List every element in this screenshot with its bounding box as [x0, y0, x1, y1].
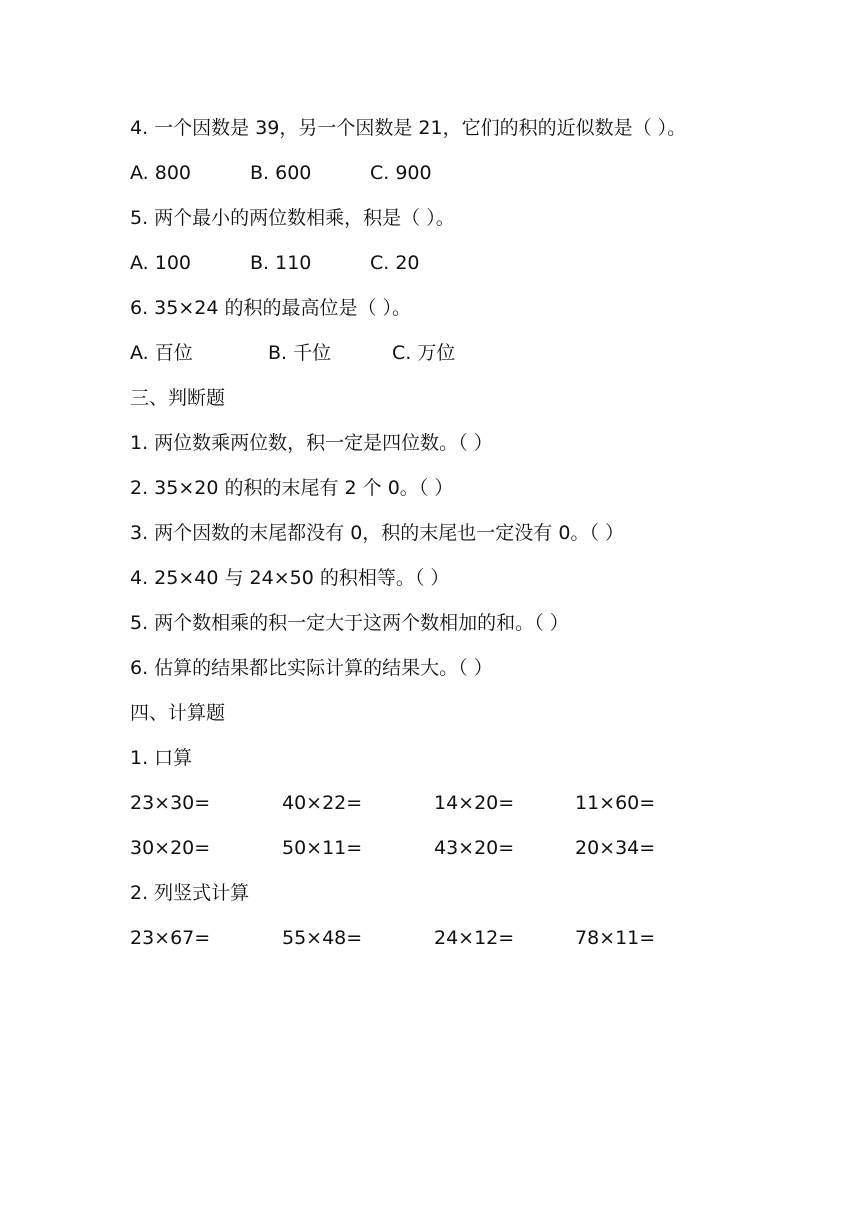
- question-4-options: [130, 157, 830, 202]
- vertical-calc-row: [130, 922, 830, 967]
- calc-item: 11×60=: [575, 792, 656, 814]
- calc-item: 14×20=: [434, 792, 515, 814]
- oral-calc-title: 1. 口算: [130, 747, 193, 769]
- calc-item: 23×67=: [130, 927, 211, 949]
- oral-calc-row: [130, 832, 830, 877]
- question-5-options: [130, 247, 830, 292]
- judge-item-2: 2. 35×20 的积的末尾有 2 个 0。（ ）: [130, 477, 454, 499]
- option-b: B. 600: [250, 162, 312, 184]
- judge-item-6: 6. 估算的结果都比实际计算的结果大。（ ）: [130, 657, 493, 679]
- question-6-options: [130, 337, 830, 382]
- option-c: C. 20: [370, 252, 420, 274]
- judge-item-1: 1. 两位数乘两位数，积一定是四位数。（ ）: [130, 432, 493, 454]
- option-a: A. 百位: [130, 342, 193, 364]
- option-b: B. 千位: [268, 342, 332, 364]
- question-4-text: 4. 一个因数是 39，另一个因数是 21，它们的积的近似数是（ ）。: [130, 117, 687, 139]
- calc-item: 40×22=: [282, 792, 363, 814]
- judge-item-5: 5. 两个数相乘的积一定大于这两个数相加的和。（ ）: [130, 612, 569, 634]
- oral-calc-row: [130, 787, 830, 832]
- option-c: C. 900: [370, 162, 432, 184]
- judge-section-heading: 三、判断题: [130, 387, 226, 409]
- calc-item: 55×48=: [282, 927, 363, 949]
- calc-item: 50×11=: [282, 837, 363, 859]
- calc-item: 23×30=: [130, 792, 211, 814]
- calc-item: 20×34=: [575, 837, 656, 859]
- calc-item: 78×11=: [575, 927, 656, 949]
- calc-item: 30×20=: [130, 837, 211, 859]
- judge-item-4: 4. 25×40 与 24×50 的积相等。（ ）: [130, 567, 450, 589]
- option-a: A. 100: [130, 252, 192, 274]
- question-6-text: 6. 35×24 的积的最高位是（ ）。: [130, 297, 412, 319]
- worksheet-page: [130, 112, 830, 967]
- option-c: C. 万位: [392, 342, 456, 364]
- option-b: B. 110: [250, 252, 312, 274]
- option-a: A. 800: [130, 162, 192, 184]
- vertical-calc-title: 2. 列竖式计算: [130, 882, 250, 904]
- calc-item: 24×12=: [434, 927, 515, 949]
- calc-section-heading: 四、计算题: [130, 702, 226, 724]
- calc-item: 43×20=: [434, 837, 515, 859]
- question-5-text: 5. 两个最小的两位数相乘，积是（ ）。: [130, 207, 455, 229]
- judge-item-3: 3. 两个因数的末尾都没有 0，积的末尾也一定没有 0。（ ）: [130, 522, 624, 544]
